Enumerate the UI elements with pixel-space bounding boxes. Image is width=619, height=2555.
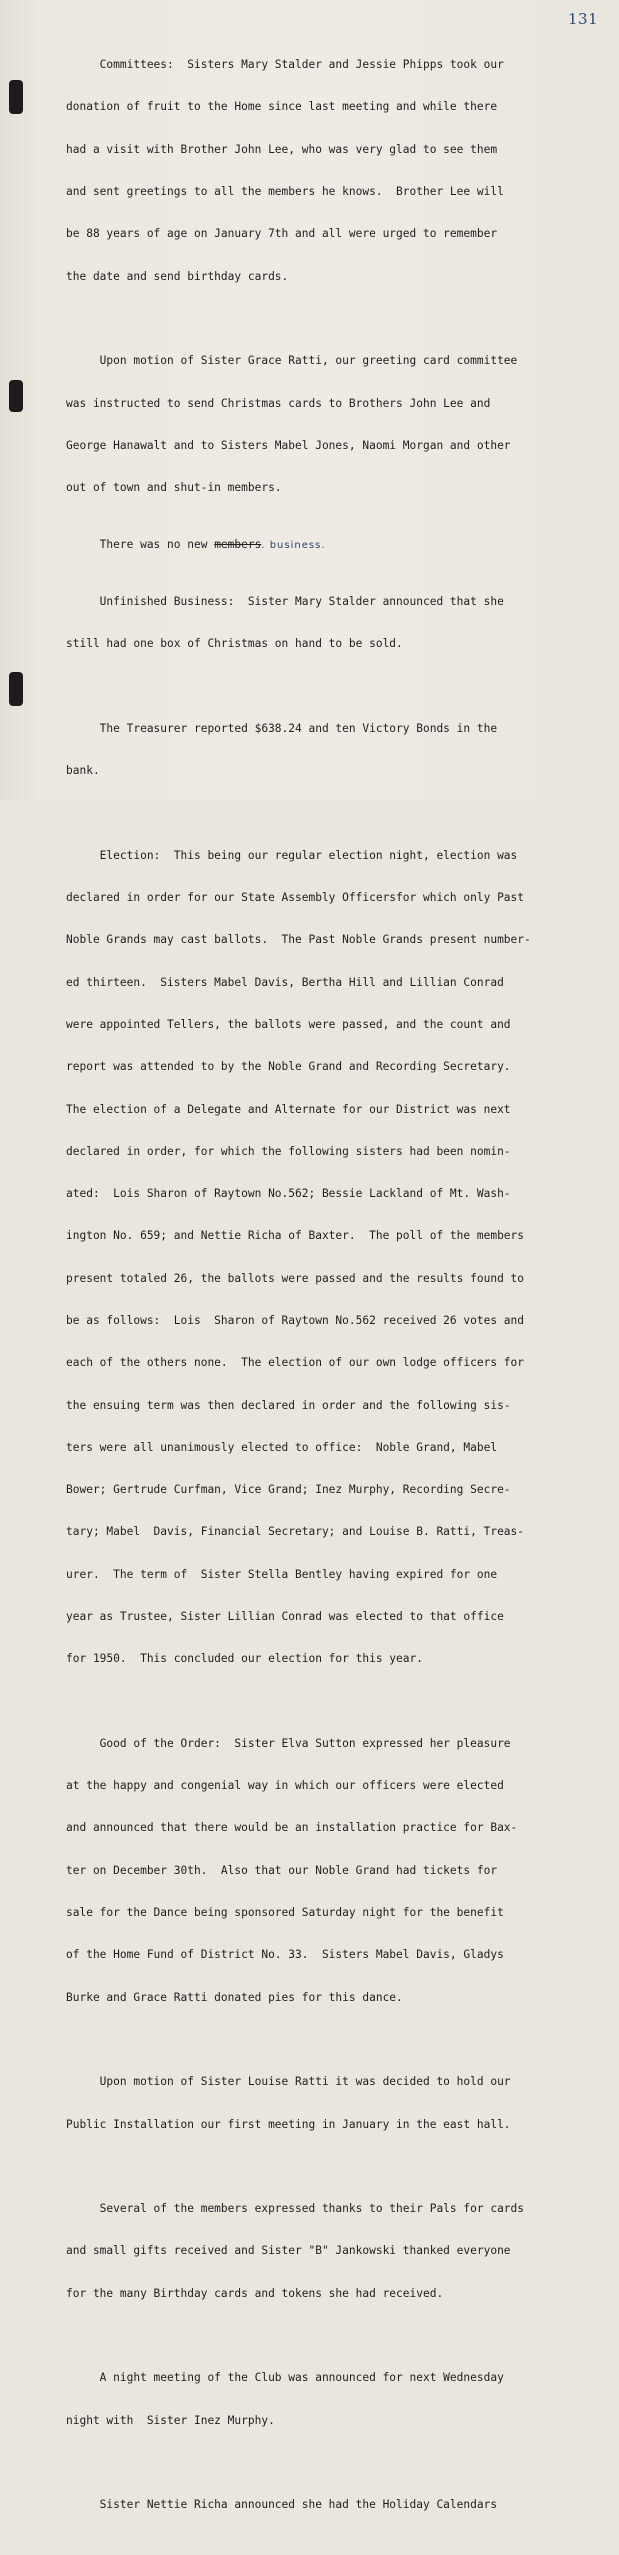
text-line: Upon motion of Sister Grace Ratti, our greeting card committee [66, 354, 518, 368]
text-line: Unfinished Business: Sister Mary Stalder announced that she [66, 595, 504, 609]
text-line: for the many Birthday cards and tokens she had received. [66, 2286, 444, 2300]
paragraph-treasurer [66, 694, 606, 807]
text-line: donation of fruit to the Home since last meeting and while there [66, 100, 498, 114]
text-line: and small gifts received and Sister "B" Jankowski thanked everyone [66, 2244, 511, 2258]
text-line: The election of a Delegate and Alternate for our District was next [66, 1102, 511, 1116]
text-line: present totaled 26, the ballots were passed and the results found to [66, 1271, 525, 1285]
paragraph-club-meeting [66, 2343, 606, 2456]
text-line: A night meeting of the Club was announced for next Wednesday [66, 2371, 504, 2385]
text-line: The Treasurer reported $638.24 and ten Victory Bonds in the [66, 721, 498, 735]
text-line: of the Home Fund of District No. 33. Sisters Mabel Davis, Gladys [66, 1948, 504, 1962]
paragraph-good-of-the-order [66, 1709, 606, 2033]
paragraph-installation [66, 2047, 606, 2160]
text-line: Upon motion of Sister Louise Ratti it was decided to hold our [66, 2075, 511, 2089]
text-line: Several of the members expressed thanks to their Pals for cards [66, 2202, 525, 2216]
text-line: Election: This being our regular election night, election was [66, 848, 518, 862]
text-line: Bower; Gertrude Curfman, Vice Grand; Inez Murphy, Recording Secre- [66, 1483, 511, 1497]
text-line: and announced that there would be an installation practice for Bax- [66, 1821, 518, 1835]
text-line: were appointed Tellers, the ballots were passed, and the count and [66, 1018, 511, 1032]
paragraph-new-business [66, 538, 606, 553]
text-line: was instructed to send Christmas cards to Brothers John Lee and [66, 396, 491, 410]
handwritten-correction: . business. [261, 539, 326, 551]
paragraph-greeting-cards [66, 326, 606, 523]
text-line: Noble Grands may cast ballots. The Past Noble Grands present number- [66, 933, 531, 947]
text-line: still had one box of Christmas on hand to be sold. [66, 637, 403, 651]
paragraph-thanks [66, 2174, 606, 2329]
page-number: 131 [568, 10, 599, 28]
text-line: the ensuing term was then declared in order and the following sis- [66, 1398, 511, 1412]
binder-hole-middle [9, 380, 23, 412]
paragraph-election [66, 821, 606, 1695]
text-line: There was no new [66, 537, 215, 551]
text-line: urer. The term of Sister Stella Bentley having expired for one [66, 1567, 498, 1581]
text-line: ters were all unanimously elected to office: Noble Grand, Mabel [66, 1440, 498, 1454]
text-line: Public Installation our first meeting in January in the east hall. [66, 2117, 511, 2131]
text-line: ed thirteen. Sisters Mabel Davis, Bertha Hill and Lillian Conrad [66, 975, 504, 989]
text-line: the date and send birthday cards. [66, 269, 289, 283]
minutes-text [66, 30, 606, 2555]
text-line: ington No. 659; and Nettie Richa of Baxter. The poll of the members [66, 1229, 525, 1243]
paragraph-calendars [66, 2470, 606, 2540]
text-line: Good of the Order: Sister Elva Sutton expressed her pleasure [66, 1736, 511, 1750]
binder-hole-bottom [9, 672, 23, 706]
text-line: Sister Nettie Richa announced she had the Holiday Calendars [66, 2498, 498, 2512]
text-line: George Hanawalt and to Sisters Mabel Jones, Naomi Morgan and other [66, 438, 511, 452]
text-line: year as Trustee, Sister Lillian Conrad was elected to that office [66, 1609, 504, 1623]
paragraph-unfinished-business [66, 567, 606, 680]
text-line: be as follows: Lois Sharon of Raytown No.562 received 26 votes and [66, 1314, 525, 1327]
text-line: and sent greetings to all the members he knows. Brother Lee will [66, 185, 504, 199]
text-line: declared in order for our State Assembly Officersfor which only Past [66, 891, 525, 905]
text-line: Burke and Grace Ratti donated pies for this dance. [66, 1990, 403, 2004]
text-line: sale for the Dance being sponsored Saturday night for the benefit [66, 1906, 504, 1920]
binder-hole-top [9, 80, 23, 114]
text-line: had a visit with Brother John Lee, who was very glad to see them [66, 142, 498, 156]
text-line: declared in order, for which the following sisters had been nomin- [66, 1144, 511, 1158]
text-line: Committees: Sisters Mary Stalder and Jessie Phipps took our [66, 58, 504, 72]
paragraph-committees [66, 30, 606, 312]
text-line: ter on December 30th. Also that our Noble Grand had tickets for [66, 1863, 498, 1877]
text-line: each of the others none. The election of our own lodge officers for [66, 1356, 525, 1370]
text-line: ated: Lois Sharon of Raytown No.562; Bessie Lackland of Mt. Wash- [66, 1187, 511, 1201]
text-line: bank. [66, 764, 100, 778]
text-line: tary; Mabel Davis, Financial Secretary; and Louise B. Ratti, Treas- [66, 1525, 525, 1539]
text-line: report was attended to by the Noble Grand and Recording Secretary. [66, 1060, 511, 1074]
text-line: for 1950. This concluded our election for this year. [66, 1652, 423, 1666]
text-line: out of town and shut-in members. [66, 481, 282, 495]
text-line: night with Sister Inez Murphy. [66, 2413, 275, 2427]
struck-word: members [214, 537, 262, 551]
text-line: be 88 years of age on January 7th and all were urged to remember [66, 227, 498, 241]
text-line: at the happy and congenial way in which our officers were elected [66, 1779, 504, 1793]
